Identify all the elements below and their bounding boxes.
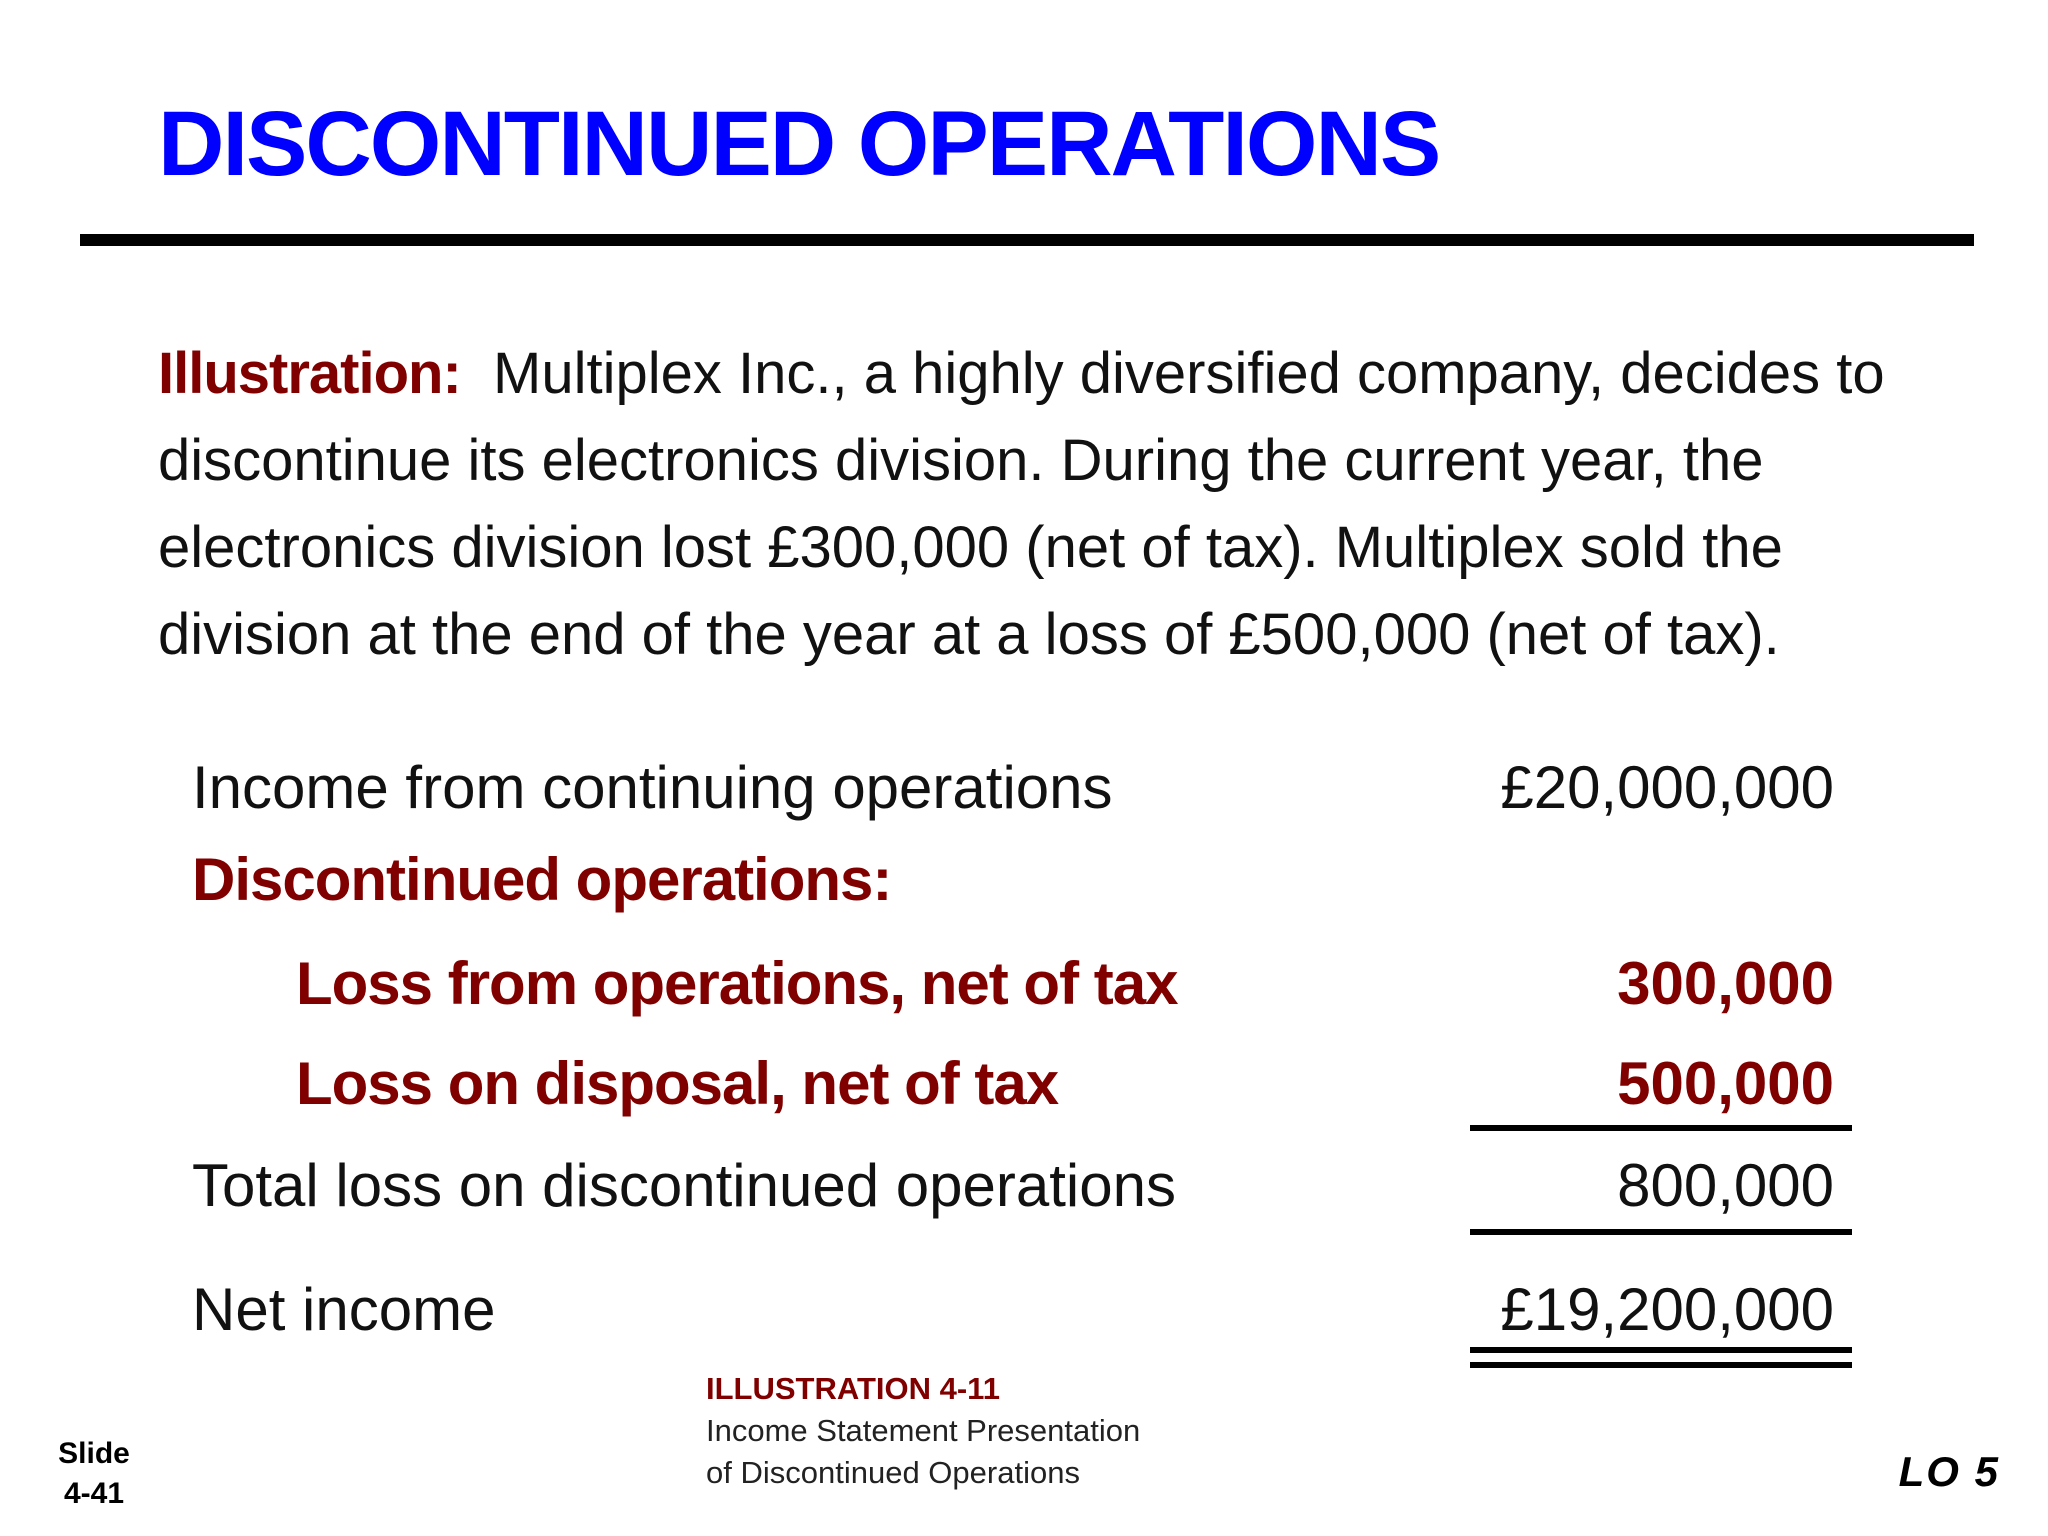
net-income-amount: £19,200,000 bbox=[1500, 1276, 1834, 1343]
slide-number bbox=[52, 1434, 136, 1514]
continuing-operations-amount: £20,000,000 bbox=[1500, 754, 1834, 821]
caption-line-2: of Discontinued Operations bbox=[706, 1455, 1080, 1490]
illustration-caption bbox=[706, 1368, 1140, 1494]
title-divider bbox=[80, 234, 1974, 246]
illustration-text: Multiplex Inc., a highly diversified company, decides to discontinue its electronics division. During the current year, the electronics division lost £300,000 (net of tax). Multiplex sold the division at the end of the year at a loss of £500,000 (net of tax). bbox=[158, 341, 1885, 667]
subtotal-rule bbox=[1470, 1125, 1852, 1131]
illustration-paragraph bbox=[158, 330, 1948, 678]
double-rule-bottom bbox=[1470, 1362, 1852, 1368]
learning-objective: LO 5 bbox=[1898, 1448, 2000, 1495]
slide-label: Slide bbox=[58, 1437, 130, 1470]
total-loss-amount: 800,000 bbox=[1617, 1152, 1834, 1219]
loss-on-disposal-amount: 500,000 bbox=[1617, 1050, 1834, 1117]
continuing-operations-label: Income from continuing operations bbox=[192, 754, 1113, 821]
loss-from-operations-label: Loss from operations, net of tax bbox=[296, 950, 1178, 1017]
illustration-label: Illustration: bbox=[158, 341, 461, 406]
total-rule bbox=[1470, 1229, 1852, 1235]
caption-line-1: Income Statement Presentation bbox=[706, 1413, 1141, 1448]
loss-on-disposal-label: Loss on disposal, net of tax bbox=[296, 1050, 1059, 1117]
total-loss-label: Total loss on discontinued operations bbox=[192, 1152, 1176, 1219]
loss-from-operations-amount: 300,000 bbox=[1617, 950, 1834, 1017]
caption-heading: ILLUSTRATION 4-11 bbox=[706, 1371, 1000, 1406]
net-income-label: Net income bbox=[192, 1276, 496, 1343]
discontinued-operations-heading: Discontinued operations: bbox=[192, 846, 892, 913]
slide-title: DISCONTINUED OPERATIONS bbox=[158, 93, 1440, 195]
double-rule-top bbox=[1470, 1347, 1852, 1353]
slide-number-value: 4-41 bbox=[63, 1477, 125, 1510]
